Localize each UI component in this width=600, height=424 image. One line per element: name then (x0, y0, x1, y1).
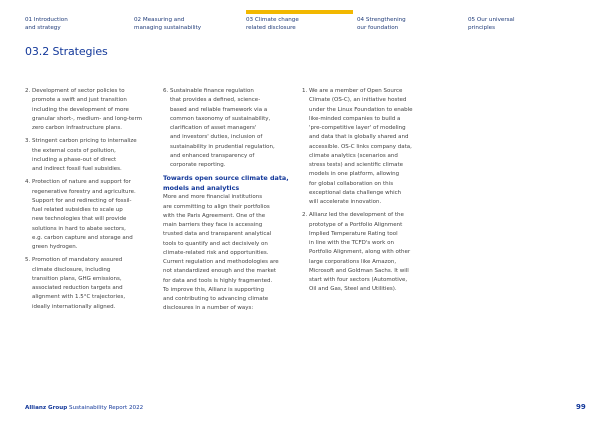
text-line: clarification of asset managers' (170, 125, 257, 131)
subheading-line: Towards open source climate data, (163, 174, 289, 183)
text-line: More and more financial institutions (163, 194, 263, 201)
list-item (25, 256, 155, 312)
text-line: Stringent carbon pricing to internalize (32, 138, 137, 145)
page-title: 03.2 Strategies (25, 45, 108, 58)
list-item (25, 87, 155, 133)
text-line: solutions in hard to abate sectors, (32, 225, 126, 232)
text-line: and indirect fossil fuel subsidies. (32, 166, 122, 172)
text-line: prototype of a Portfolio Alignment (309, 221, 403, 228)
text-line: including the development of more (32, 106, 129, 113)
text-line: Oil and Gas, Steel and Utilities). (309, 286, 397, 293)
list-item (25, 137, 155, 174)
list-number: 3. (25, 138, 31, 145)
text-line: including a phase-out of direct (32, 156, 117, 163)
text-line: and investors' duties, inclusion of (170, 134, 263, 141)
nav-label-line: related disclosure (246, 24, 296, 31)
nav-label-line: 02 Measuring and (134, 17, 185, 23)
text-line: models in one platform, allowing (309, 171, 400, 178)
text-line: green hydrogen. (32, 244, 78, 250)
text-line: climate disclosure, including (32, 266, 111, 273)
list-item (25, 178, 155, 252)
text-line: based and reliable framework via a (170, 106, 268, 113)
text-line: for global collaboration on this (309, 180, 394, 187)
text-line: Climate (OS-C), an initiative hosted (309, 97, 407, 104)
text-line: Current regulation and methodologies are (163, 259, 279, 266)
active-section-indicator (246, 10, 353, 14)
text-line: zero carbon infrastructure plans. (32, 125, 123, 131)
column-3 (302, 87, 434, 299)
list-number: 5. (25, 257, 31, 264)
text-line: and enhanced transparency of (170, 152, 255, 159)
text-line: transition plans, GHG emissions, (32, 275, 122, 282)
nav-label-line: 01 Introduction (25, 17, 68, 23)
text-line: promote a swift and just transition (32, 97, 127, 104)
text-line: the external costs of pollution, (32, 147, 116, 154)
text-line: To improve this, Allianz is supporting (163, 286, 264, 293)
list-number: 2. (302, 212, 308, 219)
text-line: main barriers they face is accessing (163, 222, 263, 229)
text-line: not standardized enough and the market (163, 268, 277, 275)
text-line: Portfolio Alignment, along with other (309, 249, 411, 256)
text-line: with the Paris Agreement. One of the (163, 212, 266, 219)
page-number: 99 (576, 403, 586, 411)
text-line: Sustainable finance regulation (170, 88, 254, 94)
nav-label-line: 03 Climate change (246, 17, 299, 23)
text-line: granular short-, medium- and long-term (32, 115, 142, 122)
text-line: and data that is globally shared and (309, 134, 409, 141)
text-line: accessible. OS-C links company data, (309, 143, 412, 150)
text-line: that provides a defined, science- (170, 97, 261, 104)
text-line: common taxonomy of sustainability, (170, 115, 271, 122)
text-line: Microsoft and Goldman Sachs. It will (309, 267, 409, 274)
text-line: for data and tools is highly fragmented. (163, 277, 273, 284)
list-item (302, 87, 434, 207)
text-line: 'pre-competitive layer' of modeling (309, 125, 406, 131)
list-item (163, 87, 295, 170)
text-line: climate analytics (scenarios and (309, 152, 398, 159)
text-line: corporate reporting. (170, 162, 226, 168)
text-line: stress tests) and scientific climate (309, 162, 403, 168)
footer-report-name: Sustainability Report 2022 (69, 405, 144, 411)
nav-label-line: managing sustainability (134, 24, 202, 31)
text-line: We are a member of Open Source (309, 88, 403, 94)
text-line: new technologies that will provide (32, 216, 127, 223)
column-2 (163, 87, 295, 314)
text-line: will accelerate innovation. (309, 199, 382, 205)
list-number: 2. (25, 88, 31, 94)
text-line: Promotion of mandatory assured (32, 257, 123, 264)
nav-item-universal-principles[interactable] (468, 17, 515, 32)
list-number: 1. (302, 88, 308, 94)
text-line: Development of sector policies to (32, 88, 125, 94)
nav-label-line: our foundation (357, 24, 399, 31)
text-line: in line with the TCFD's work on (309, 240, 394, 246)
subheading-line: models and analytics (163, 183, 240, 192)
text-line: regenerative forestry and agriculture. (32, 188, 136, 195)
nav-item-measuring[interactable] (134, 17, 201, 32)
nav-label-line: principles (468, 24, 496, 31)
text-line: alignment with 1.5°C trajectories, (32, 294, 126, 301)
list-number: 4. (25, 179, 31, 186)
section-subheading (163, 174, 295, 193)
nav-item-strengthening[interactable] (357, 17, 406, 32)
text-line: ideally internationally aligned. (32, 303, 116, 310)
nav-item-introduction[interactable] (25, 17, 68, 32)
nav-label-line: 04 Strengthening (357, 17, 406, 23)
text-line: are committing to align their portfolios (163, 203, 270, 210)
text-line: large corporations like Amazon, (309, 258, 397, 265)
text-line: Support for and redirecting of fossil- (32, 197, 132, 204)
nav-label-line: and strategy (25, 24, 61, 31)
text-line: trusted data and transparent analytical (163, 231, 272, 238)
footer-report-title (25, 405, 143, 411)
text-line: exceptional data challenge which (309, 189, 402, 196)
text-line: sustainability in prudential regulation, (170, 143, 275, 150)
list-number: 6. (163, 88, 169, 94)
text-line: Protection of nature and support for (32, 179, 131, 186)
text-line: climate-related risk and opportunities. (163, 249, 269, 256)
text-line: and contributing to advancing climate (163, 296, 269, 303)
text-line: fuel related subsidies to scale up (32, 207, 123, 213)
text-line: tools to quantify and act decisively on (163, 240, 268, 247)
text-line: associated reduction targets and (32, 285, 123, 291)
body-paragraph (163, 193, 295, 313)
nav-item-climate-change[interactable] (246, 17, 299, 32)
text-line: e.g. carbon capture and storage and (32, 234, 133, 241)
text-line: Implied Temperature Rating tool (309, 230, 398, 237)
text-line: start with four sectors (Automotive, (309, 277, 408, 283)
footer-brand: Allianz Group (25, 405, 68, 411)
text-line: Allianz led the development of the (309, 212, 404, 219)
text-line: disclosures in a number of ways: (163, 305, 254, 312)
column-1 (25, 87, 155, 316)
list-item (302, 211, 434, 294)
nav-label-line: 05 Our universal (468, 17, 515, 23)
text-line: like-minded companies to build a (309, 115, 401, 122)
text-line: under the Linux Foundation to enable (309, 106, 413, 113)
